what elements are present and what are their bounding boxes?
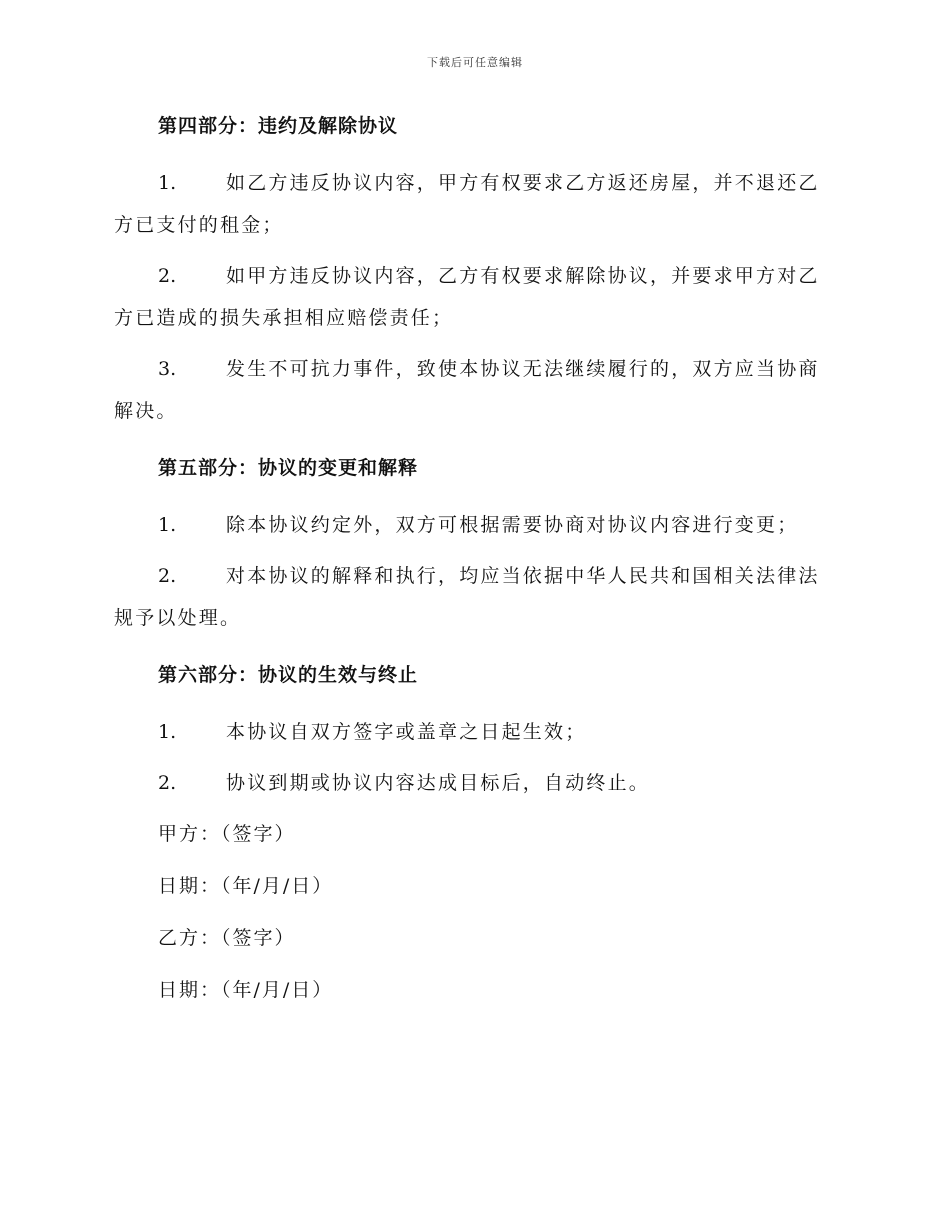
section-heading: 第六部分：协议的生效与终止 bbox=[158, 664, 419, 686]
clause-item bbox=[114, 255, 834, 339]
clause-number: 1. bbox=[158, 514, 177, 536]
clause-number: 3. bbox=[158, 358, 177, 380]
signature-block bbox=[114, 813, 834, 1011]
section-effect-termination bbox=[114, 659, 834, 804]
clause-item bbox=[114, 504, 834, 546]
clause-text: 本协议自双方签字或盖章之日起生效； bbox=[226, 721, 587, 743]
clause-number: 1. bbox=[158, 172, 177, 194]
party-a-signature-line: 甲方：（签字） bbox=[158, 823, 296, 845]
clause-text: 如乙方违反协议内容，甲方有权要求乙方返还房屋，并不退还乙方已支付的租金； bbox=[114, 172, 820, 236]
page-header: 下载后可任意编辑 bbox=[427, 56, 523, 69]
clause-item bbox=[114, 762, 834, 804]
clause-text: 协议到期或协议内容达成目标后，自动终止。 bbox=[226, 772, 651, 794]
document-body bbox=[114, 110, 834, 1021]
party-b-signature-line: 乙方：（签字） bbox=[158, 927, 296, 949]
section-change-interpretation bbox=[114, 452, 834, 639]
clause-item bbox=[114, 711, 834, 753]
clause-text: 发生不可抗力事件，致使本协议无法继续履行的，双方应当协商解决。 bbox=[114, 358, 820, 422]
clause-number: 1. bbox=[158, 721, 177, 743]
section-breach-termination bbox=[114, 110, 834, 432]
clause-item bbox=[114, 162, 834, 246]
party-a-date-line: 日期：（年/月/日） bbox=[158, 875, 334, 897]
party-b-date-line: 日期：（年/月/日） bbox=[158, 979, 334, 1001]
section-heading: 第四部分：违约及解除协议 bbox=[158, 115, 399, 137]
clause-number: 2. bbox=[158, 565, 177, 587]
clause-text: 对本协议的解释和执行，均应当依据中华人民共和国相关法律法规予以处理。 bbox=[114, 565, 820, 629]
clause-text: 除本协议约定外，双方可根据需要协商对协议内容进行变更； bbox=[226, 514, 799, 536]
clause-item bbox=[114, 555, 834, 639]
clause-item bbox=[114, 348, 834, 432]
clause-number: 2. bbox=[158, 265, 177, 287]
section-heading: 第五部分：协议的变更和解释 bbox=[158, 457, 419, 479]
clause-number: 2. bbox=[158, 772, 177, 794]
clause-text: 如甲方违反协议内容，乙方有权要求解除协议，并要求甲方对乙方已造成的损失承担相应赔偿责任； bbox=[114, 265, 820, 329]
